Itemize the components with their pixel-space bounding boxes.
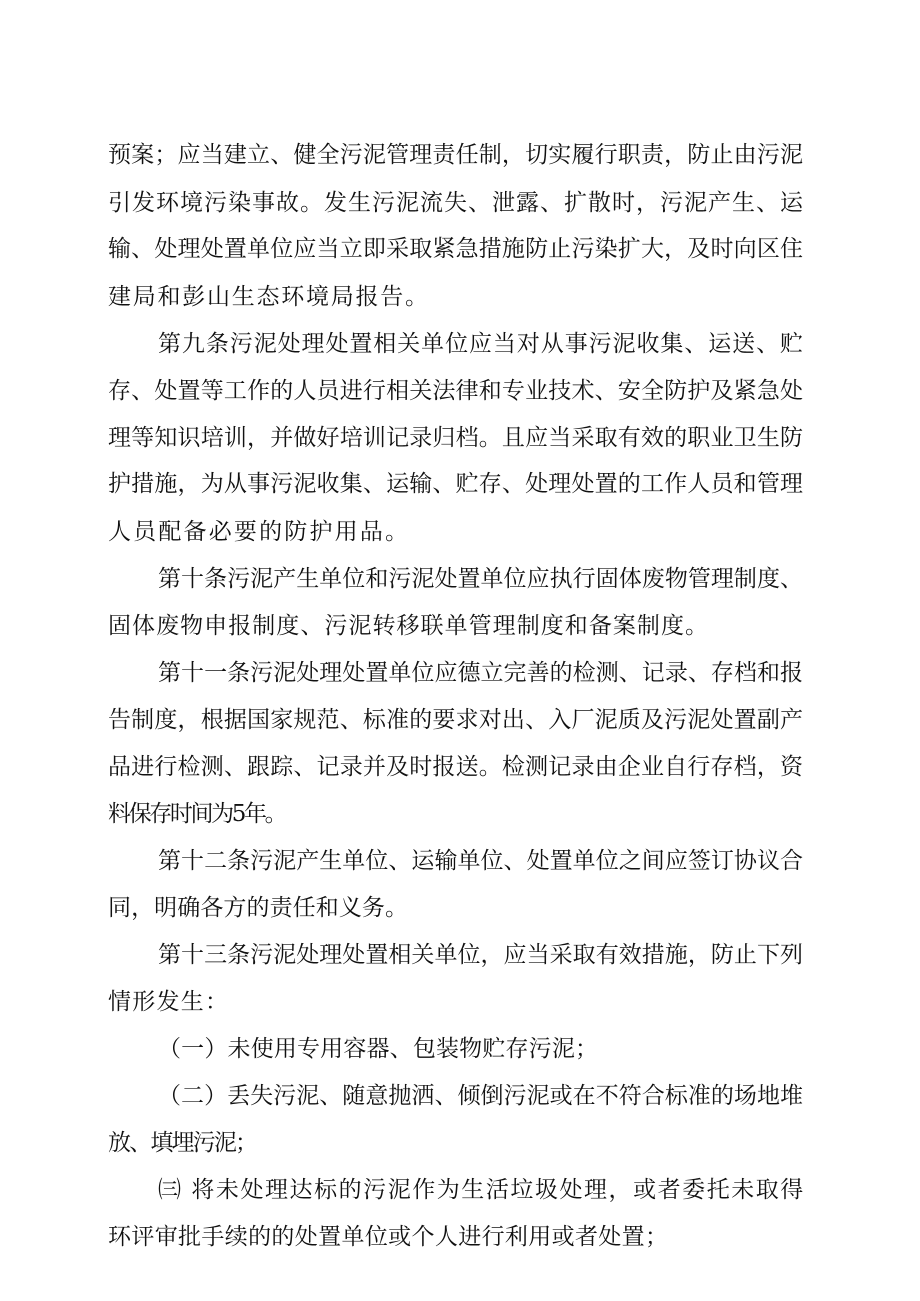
text-line: 第九条污泥处理处置相关单位应当对从事污泥收集、运送、贮 (158, 331, 804, 357)
text-line: 第十二条污泥产生单位、运输单位、处置单位之间应签订协议合 (158, 848, 804, 874)
text-line: 理等知识培训，并做好培训记录归档。且应当采取有效的职业卫生防 (108, 425, 804, 451)
text-line: 告制度，根据国家规范、标准的要求对出、入厂泥质及污泥处置副产 (108, 707, 804, 733)
text-line: 料保存时间为5年。 (108, 801, 286, 827)
text-line: 同，明确各方的责任和义务。 (108, 895, 409, 921)
text-line: 第十一条污泥处理处置单位应德立完善的检测、记录、存档和报 (158, 660, 804, 686)
text-line: 存、处置等工作的人员进行相关法律和专业技术、安全防护及紧急处 (108, 378, 804, 404)
text-line: 人员配备必要的防护用品。 (108, 519, 411, 545)
text-line: 情形发生： (108, 989, 230, 1015)
text-line: （一）未使用专用容器、包装物贮存污泥； (158, 1036, 599, 1062)
text-line: 第十三条污泥处理处置相关单位，应当采取有效措施，防止下列 (158, 942, 804, 968)
text-line: 放、填埋污泥； (108, 1130, 257, 1156)
text-line: 引发环境污染事故。发生污泥流失、泄露、扩散时，污泥产生、运 (108, 190, 804, 216)
text-line: 固体废物申报制度、污泥转移联单管理制度和备案制度。 (108, 613, 710, 639)
text-line: 第十条污泥产生单位和污泥处置单位应执行固体废物管理制度、 (158, 566, 804, 592)
text-line: 输、处理处置单位应当立即采取紧急措施防止污染扩大，及时向区住 (108, 236, 804, 262)
text-line: 建局和彭山生态环境局报告。 (108, 284, 430, 310)
text-line: ㈢ 将未处理达标的污泥作为生活垃圾处理，或者委托未取得 (158, 1177, 805, 1203)
text-line: 品进行检测、跟踪、记录并及时报送。检测记录由企业自行存档，资 (108, 754, 804, 780)
text-line: 护措施，为从事污泥收集、运输、贮存、处理处置的工作人员和管理 (108, 471, 804, 497)
text-line: 预案；应当建立、健全污泥管理责任制，切实履行职责，防止由污泥 (108, 142, 804, 168)
text-line: （二）丢失污泥、随意抛洒、倾倒污泥或在不符合标准的场地堆 (158, 1083, 804, 1109)
text-line: 环评审批手续的的处置单位或个人进行利用或者处置； (108, 1224, 669, 1250)
